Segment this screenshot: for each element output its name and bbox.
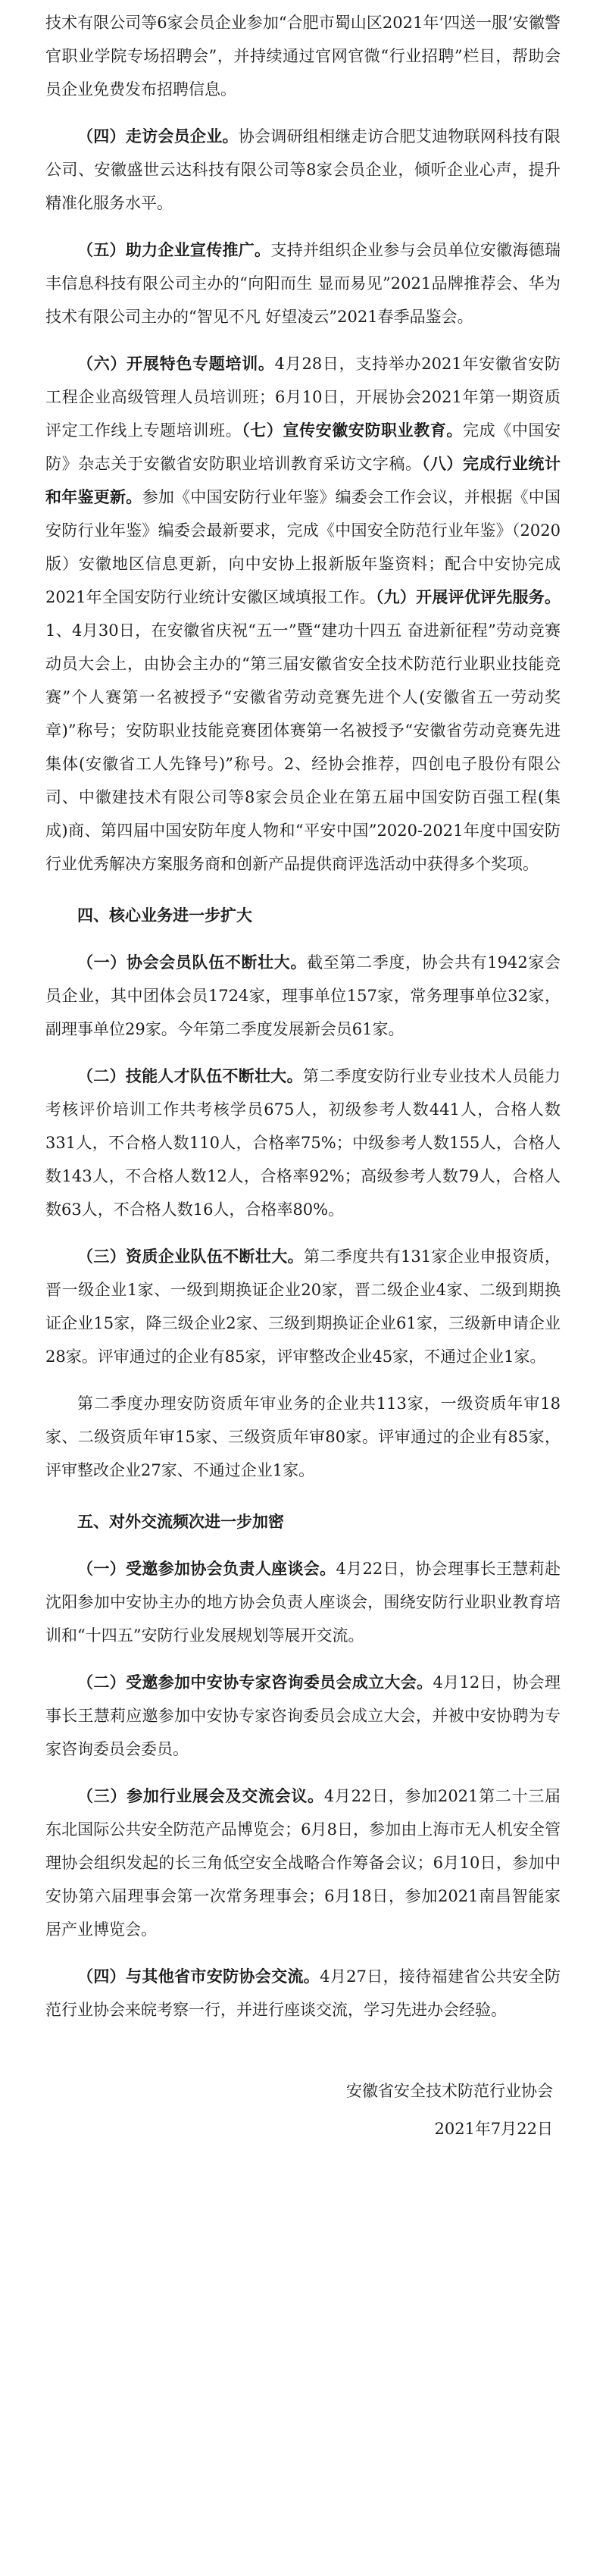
paragraph-text: 4月22日，协会理事长王慧莉赴沈阳参加中安协主办的地方协会负责人座谈会，围绕安防行业职业教育培训和“十四五”安防行业发展规划等展开交流。 (45, 1560, 561, 1645)
paragraph-lead: （二）受邀参加中安协专家咨询委员会成立大会。 (77, 1673, 433, 1692)
paragraph-members (45, 946, 561, 1046)
paragraph-lead: （八）完成行业统计和年鉴更新。 (45, 454, 561, 506)
paragraph-lead: （一）协会会员队伍不断壮大。 (77, 953, 308, 972)
paragraph-recruitment (45, 6, 561, 106)
paragraph-visit-members (45, 120, 561, 220)
paragraph-text: 4月12日，协会理事长王慧莉应邀参加中安协专家咨询委员会成立大会，并被中安协聘为专家咨询委员会委员。 (45, 1673, 561, 1758)
paragraph-text: 第二季度安防行业专业技术人员能力考核评价培训工作共考核学员675人，初级参考人数441人，合格人数331人，不合格人数110人，合格率75%；中级参考人数155人，合格人数143人，不合格人数12人，合格率92%；高级参考人数79人，合格人数63人，不合格人数16人，合格率80%。 (45, 1067, 561, 1219)
paragraph-lead: （九）开展评优评先服务。 (375, 587, 561, 606)
paragraph-exhibitions (45, 1779, 561, 1946)
paragraph-lead: （七）宣传安徽安防职业教育。 (242, 421, 464, 440)
paragraph-lead: （六）开展特色专题培训。 (77, 354, 275, 373)
paragraph-promotion (45, 233, 561, 333)
paragraph-lead: （一）受邀参加协会负责人座谈会。 (77, 1559, 336, 1578)
paragraph-lead: （二）技能人才队伍不断壮大。 (77, 1066, 303, 1085)
paragraph-annual-review (45, 1387, 561, 1487)
paragraph-text: 1、4月30日，在安徽省庆祝“五一”暨“建功十四五 奋进新征程”劳动竞赛动员大会上，由协会主办的“第三届安徽省安全技术防范行业职业技能竞赛”个人赛第一名被授予“安徽省劳动竞赛先进个人(安徽省五一劳动奖章)”称号；安防职业技能竞赛团体赛第一名被授予“安徽省劳动竞赛先进集体(安徽省工人先锋号)”称号。2、经协会推荐，四创电子股份有限公司、中徽建技术有限公司等8家会员企业在第五届中国安防百强工程(集成)商、第四届中国安防年度人物和“平安中国”2020-2021年度中国安防行业优秀解决方案服务商和创新产品提供商评选活动中获得多个奖项。 (45, 621, 561, 873)
paragraph-provincial-exchange (45, 1960, 561, 2027)
paragraph-text: 4月28日，支持举办2021年安徽省安防工程企业高级管理人员培训班；6月10日，开展协会2021年第一期资质评定工作线上专题培训班。 (45, 355, 561, 440)
paragraph-lead: （五）助力企业宣传推广。 (77, 240, 271, 259)
paragraph-lead: （三）参加行业展会及交流会议。 (77, 1786, 324, 1805)
paragraph-lead: （四）走访会员企业。 (77, 127, 239, 146)
paragraph-text: 参加《中国安防行业年鉴》编委会工作会议，并根据《中国安防行业年鉴》编委会最新要求，完成《中国安全防范行业年鉴》（2020版）安徽地区信息更新，向中安协上报新版年鉴资料；配合中安协完成2021年全国安防行业统计安徽区域填报工作。 (45, 488, 561, 606)
paragraph-lead: （三）资质企业队伍不断壮大。 (77, 1247, 304, 1266)
paragraph-expert-committee (45, 1666, 561, 1766)
paragraph-text: 协会调研组相继走访合肥艾迪物联网科技有限公司、安徽盛世云达科技有限公司等8家会员企业，倾听企业心声，提升精准化服务水平。 (45, 127, 561, 212)
paragraph-text: 截至第二季度，协会共有1942家会员企业，其中团体会员1724家，理事单位157家，常务理事单位32家，副理事单位29家。今年第二季度发展新会员61家。 (45, 953, 561, 1038)
paragraph-text: 第二季度办理安防资质年审业务的企业共113家，一级资质年审18家、二级资质年审15家、三级资质年审80家。评审通过的企业有85家，评审整改企业27家、不通过企业1家。 (45, 1394, 561, 1479)
paragraph-qualification (45, 1240, 561, 1373)
paragraph-text: 4月22日，参加2021第二十三届东北国际公共安全防范产品博览会；6月8日，参加由上海市无人机安全管理协会组织发起的长三角低空安全战略合作筹备会议；6月10日，参加中安协第六届理事会第一次常务理事会；6月18日，参加2021南昌智能家居产业博览会。 (45, 1787, 561, 1939)
signature-org: 安徽省安全技术防范行业协会 (346, 2082, 553, 2100)
paragraph-text: 4月27日，接待福建省公共安全防范行业协会来皖考察一行，并进行座谈交流，学习先进办会经验。 (45, 1967, 561, 2019)
paragraph-text: 技术有限公司等6家会员企业参加“合肥市蜀山区2021年‘四送一服’安徽警官职业学院专场招聘会”，并持续通过官网官微“行业招聘”栏目，帮助会员企业免费发布招聘信息。 (45, 14, 561, 99)
paragraph-training (45, 347, 561, 881)
paragraph-skills (45, 1060, 561, 1226)
paragraph-lead: （四）与其他省市安防协会交流。 (77, 1967, 320, 1986)
signature-block (45, 2072, 561, 2148)
section-title-exchange: 五、对外交流频次进一步加密 (77, 1513, 284, 1531)
paragraph-forum (45, 1552, 561, 1652)
section-title-core-business: 四、核心业务进一步扩大 (77, 906, 252, 925)
paragraph-text: 支持并组织企业参与会员单位安徽海德瑞丰信息科技有限公司主办的“向阳而生 显而易见”2021品牌推荐会、华为技术有限公司主办的“智见不凡 好望凌云”2021春季品鉴会。 (45, 241, 561, 326)
paragraph-text: 第二季度共有131家企业申报资质，晋一级企业1家、一级到期换证企业20家，晋二级企业4家、二级到期换证企业15家，降三级企业2家、三级到期换证企业61家，三级新申请企业28家。评审通过的企业有85家，评审整改企业45家，不通过企业1家。 (45, 1247, 561, 1366)
paragraph-text: 完成《中国安防》杂志关于安徽省安防职业培训教育采访文字稿。 (45, 421, 561, 473)
signature-date: 2021年7月22日 (434, 2120, 553, 2138)
